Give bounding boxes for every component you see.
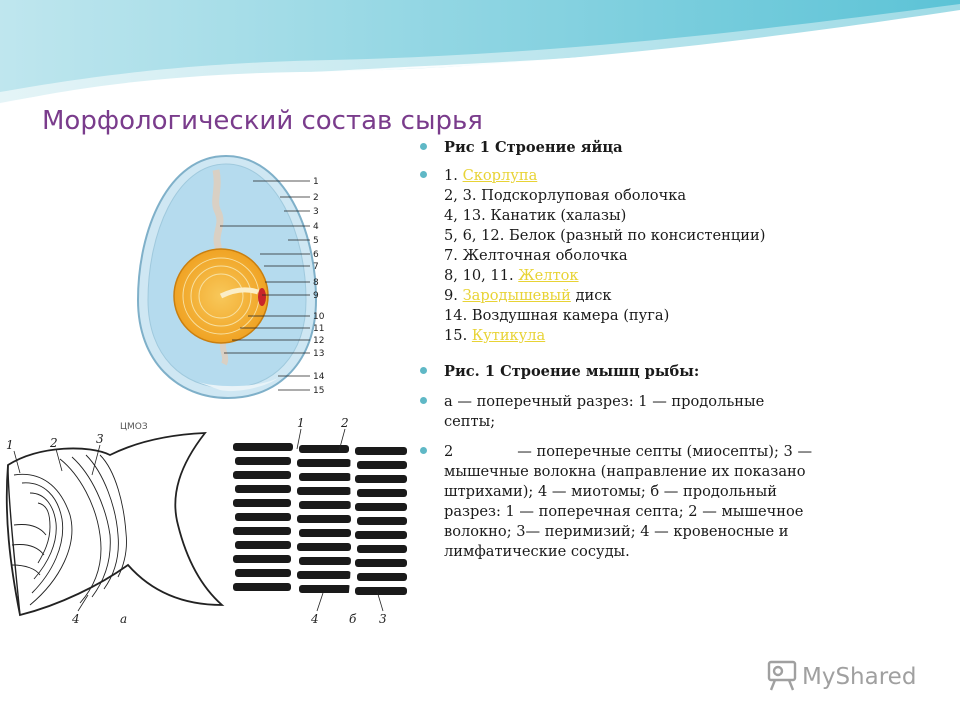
fish-label-4: 4 (72, 612, 80, 626)
egg-label-9: 9 (313, 291, 319, 301)
egg-legend-list (418, 166, 818, 346)
egg-label-3: 3 (313, 207, 319, 217)
fish-paragraph-2 (418, 442, 818, 562)
egg-label-10: 10 (313, 312, 325, 322)
muscle-label-1: 1 (297, 416, 305, 430)
link-shell[interactable]: Скорлупа (462, 167, 538, 184)
muscle-label-2: 2 (341, 416, 349, 430)
fish-paragraph-1: а — поперечный разрез: 1 — продольные септы; (418, 392, 818, 432)
egg-legend-line-5: 7. Желточная оболочка (444, 247, 628, 264)
fish-caption-partial: ЦМОЗ (120, 422, 148, 432)
egg-label-7: 7 (313, 262, 319, 272)
egg-label-14: 14 (313, 372, 325, 382)
egg-label-13: 13 (313, 349, 325, 359)
link-cuticle[interactable]: Кутикула (471, 327, 546, 344)
link-yolk[interactable]: Желток (518, 267, 579, 284)
muscle-label-3: 3 (379, 612, 387, 626)
egg-legend-line-4: 5, 6, 12. Белок (разный по консистенции) (444, 227, 766, 244)
egg-label-11: 11 (313, 324, 325, 334)
egg-label-6: 6 (313, 250, 319, 260)
egg-legend-line-7 (444, 286, 818, 306)
slide-title: Морфологический состав сырья (42, 106, 483, 136)
egg-legend-num: 9. (444, 287, 458, 304)
egg-legend-num: 15. (444, 327, 468, 344)
fish-label-3: 3 (96, 432, 104, 446)
egg-structure-figure (128, 150, 343, 408)
egg-legend-text: диск (575, 287, 612, 304)
fish-label-a: а (120, 612, 128, 626)
egg-label-8: 8 (313, 278, 319, 288)
watermark-text: MyShared (802, 664, 917, 690)
muscle-label-4: 4 (311, 612, 319, 626)
egg-legend-line-6 (444, 266, 818, 286)
egg-label-15: 15 (313, 386, 325, 396)
fish-cross-section-figure (0, 415, 228, 630)
fish-label-1: 1 (6, 438, 14, 452)
muscle-longitudinal-section-figure (225, 415, 415, 630)
myshared-watermark (766, 656, 931, 696)
egg-label-1: 1 (313, 177, 319, 187)
muscle-label-b: б (349, 612, 357, 626)
fish-label-2: 2 (50, 436, 58, 450)
projector-icon (769, 662, 795, 690)
egg-legend-line-9 (444, 326, 818, 346)
egg-heading: Рис 1 Строение яйца (418, 138, 818, 158)
slide-text-content (418, 138, 818, 562)
egg-label-5: 5 (313, 236, 319, 246)
fish-paragraph-2-num: 2 (444, 443, 454, 460)
egg-legend-line-2: 2, 3. Подскорлуповая оболочка (444, 187, 687, 204)
header-wave (0, 0, 960, 120)
egg-legend-num: 1. (444, 167, 458, 184)
egg-legend-num: 8, 10, 11. (444, 267, 514, 284)
link-germinal[interactable]: Зародышевый (462, 287, 571, 304)
egg-legend-line-8: 14. Воздушная камера (пуга) (444, 307, 670, 324)
fish-paragraph-2-text: — поперечные септы (миосепты); 3 — мышечные волокна (направление их показано штрихами); 4 — миотомы; б — продольный разрез: 1 — поперечная септа; 2 — мышечное волокно; 3— перимизий; 4 — кровеносные и лимфатические сосуды. (444, 443, 813, 560)
fish-heading: Рис. 1 Строение мышц рыбы: (418, 362, 818, 382)
egg-label-4: 4 (313, 222, 319, 232)
egg-label-12: 12 (313, 336, 325, 346)
egg-label-2: 2 (313, 193, 319, 203)
egg-legend-line-1 (444, 166, 818, 186)
egg-legend-line-3: 4, 13. Канатик (халазы) (444, 207, 627, 224)
